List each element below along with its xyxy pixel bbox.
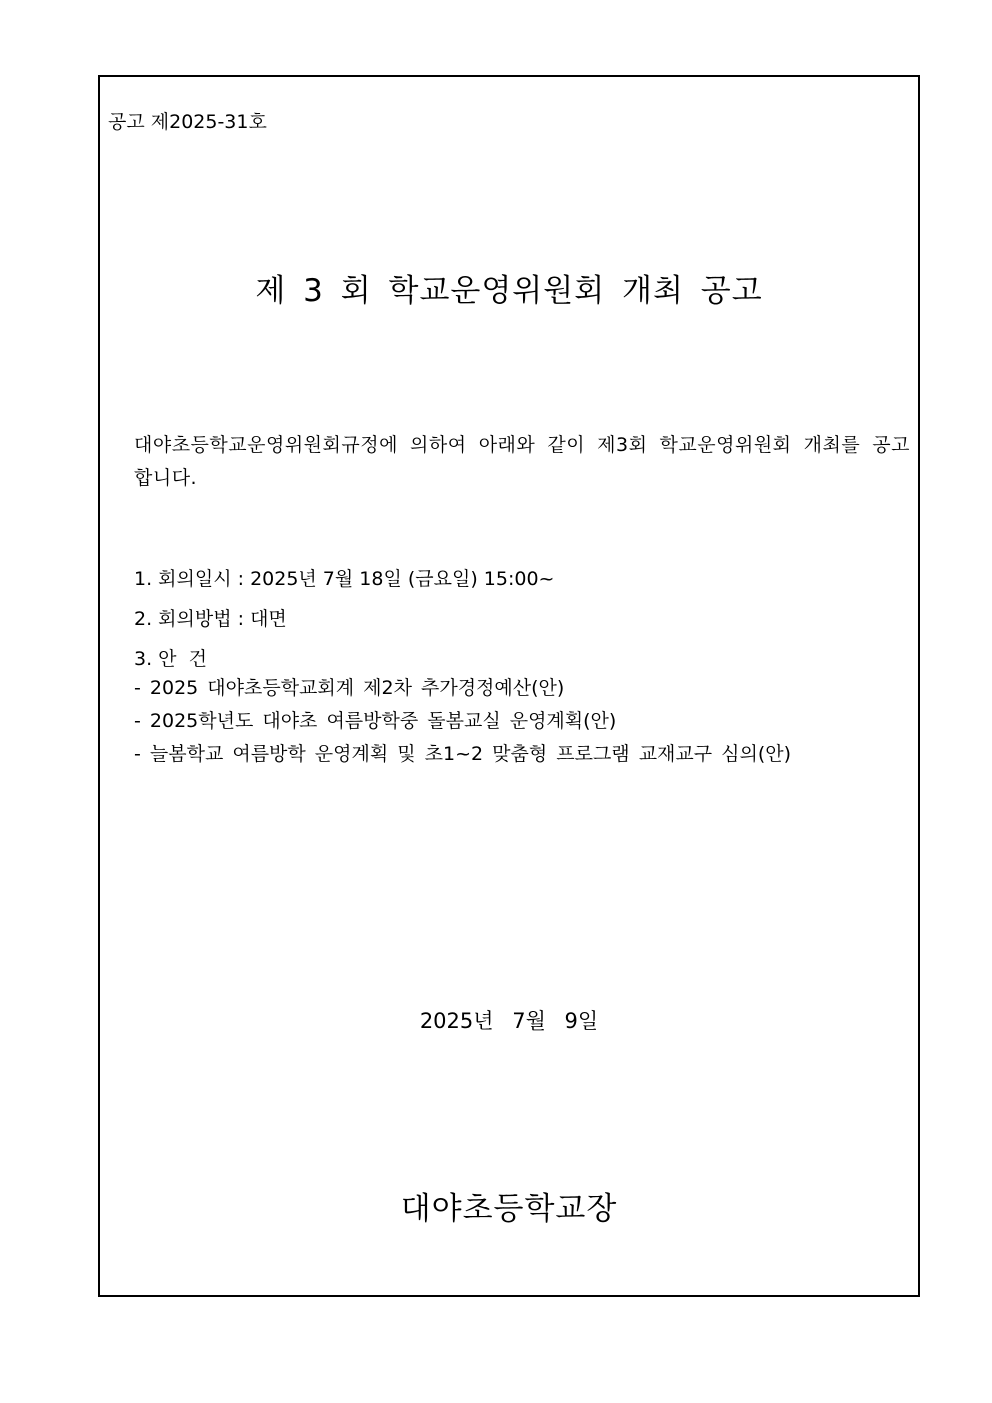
agenda-list bbox=[134, 677, 791, 776]
notice-number: 공고 제2025-31호 bbox=[108, 111, 267, 133]
notice-title: 제 3 회 학교운영위원회 개최 공고 bbox=[255, 273, 763, 309]
agenda-item: - 늘봄학교 여름방학 운영계획 및 초1~2 맞춤형 프로그램 교재교구 심의(안) bbox=[134, 743, 792, 765]
notice-date: 2025년 7월 9일 bbox=[419, 1009, 599, 1033]
signature: 대야초등학교장 bbox=[400, 1191, 618, 1227]
meeting-method: 2. 회의방법 : 대면 bbox=[134, 608, 287, 630]
intro-paragraph: 대야초등학교운영위원회규정에 의하여 아래와 같이 제3회 학교운영위원회 개최를 공고합니다. bbox=[134, 434, 910, 489]
meeting-schedule: 1. 회의일시 : 2025년 7월 18일 (금요일) 15:00~ bbox=[134, 568, 555, 590]
agenda-item: - 2025학년도 대야초 여름방학중 돌봄교실 운영계획(안) bbox=[134, 710, 617, 732]
agenda-heading: 3. 안 건 bbox=[134, 648, 207, 670]
agenda-item: - 2025 대야초등학교회계 제2차 추가경정예산(안) bbox=[134, 677, 565, 699]
notice-frame bbox=[98, 75, 920, 1297]
